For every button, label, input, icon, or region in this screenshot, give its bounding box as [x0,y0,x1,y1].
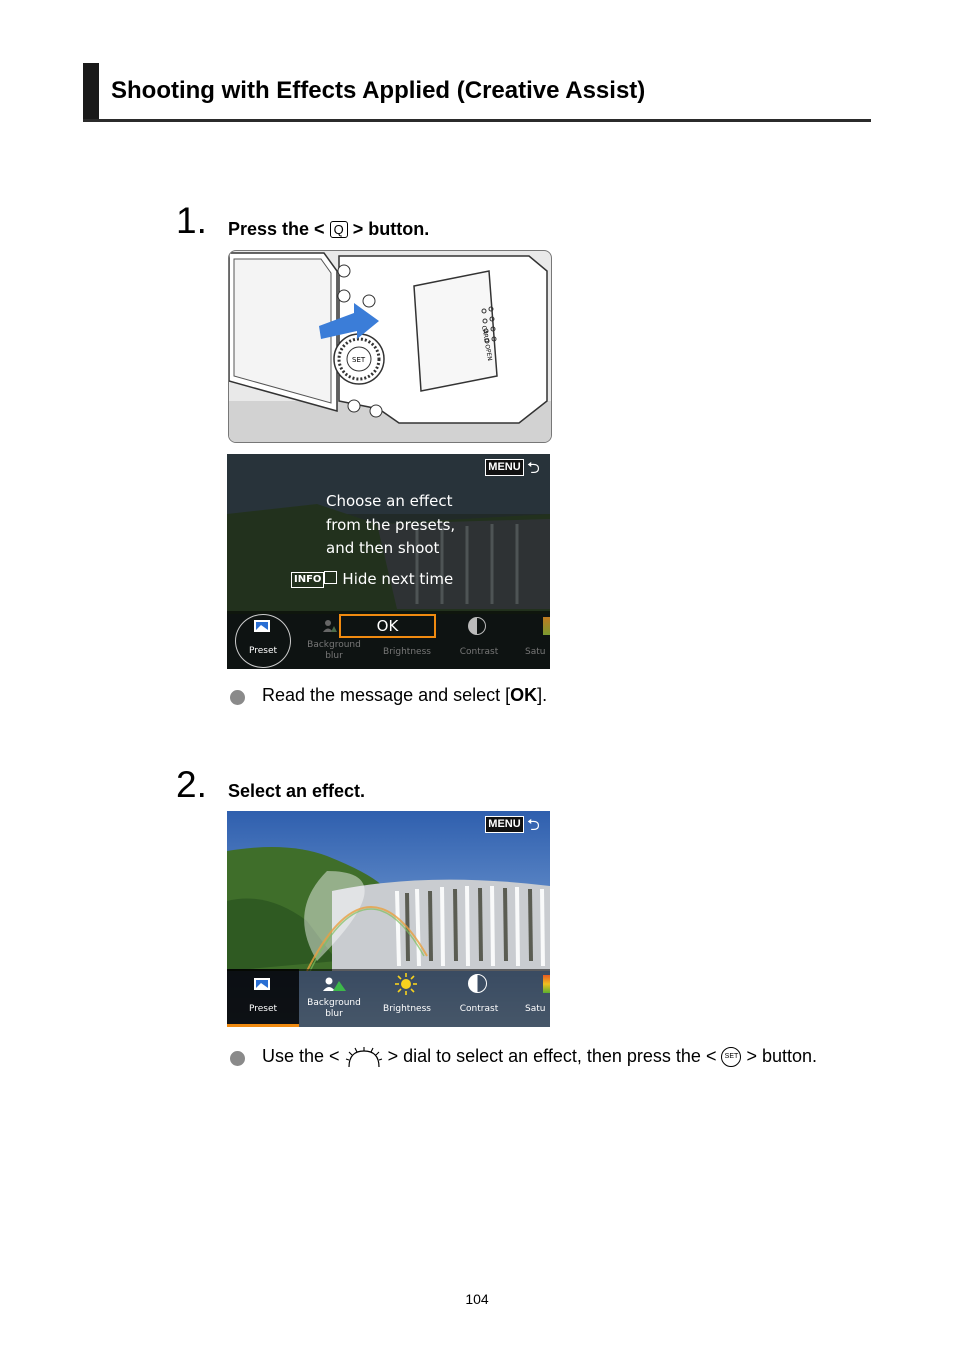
header-accent-bar [83,63,99,121]
step-1-number: 1. [176,200,207,241]
message-line-2: from the presets, [326,515,456,534]
set-button-label: SET [352,356,366,364]
step-1-title-pre: Press the < [228,219,325,239]
step-1-title-post: > button. [352,219,430,239]
header-underline [83,119,871,122]
card-open-label: CARD OPEN [480,325,494,362]
step-2-bullet-text [262,1046,817,1068]
page-number: 104 [465,1291,489,1307]
page-title: Shooting with Effects Applied (Creative Assist) [111,77,646,104]
tab-brightness[interactable]: Brightness [383,647,431,657]
bullet-text-post: ]. [537,685,548,705]
bullet-text-ok: OK [510,685,538,705]
step-1-title [228,219,429,240]
tab-preset-2[interactable]: Preset [248,1004,278,1014]
step-2-title: Select an effect. [228,781,366,801]
background-blur-icon-2 [323,976,347,992]
background-blur-icon [323,619,337,633]
section-header [83,63,871,121]
bullet2-text-mid: > dial to select an effect, then press the < [387,1046,717,1066]
tab-brightness-2[interactable]: Brightness [383,1004,431,1014]
tab-saturation[interactable]: Satu [525,647,546,657]
tab-contrast[interactable]: Contrast [459,647,499,657]
preset-icon [253,617,273,634]
contrast-icon [468,617,486,635]
saturation-icon-2 [543,975,550,993]
camera-drawing [229,251,551,442]
tab-background-blur-2[interactable]: Background blur [307,998,361,1019]
ok-button[interactable]: OK [339,614,436,638]
step-1-bullet-text [262,685,547,706]
return-arrow-icon-2: ⮌ [527,817,540,834]
tab-contrast-2[interactable]: Contrast [459,1004,499,1014]
saturation-icon [543,617,550,635]
main-dial-icon [345,1046,383,1068]
bullet-dot [230,690,245,705]
menu-back-button-2[interactable] [485,816,545,833]
tab-saturation-2[interactable]: Satu [525,1004,546,1014]
q-button-icon: Q [330,221,348,238]
menu-label-2: MENU [485,816,524,833]
tab-background-blur[interactable]: Background blur [307,640,361,661]
bullet2-text-pre: Use the < [262,1046,340,1066]
preset-icon-2 [253,975,273,992]
menu-back-button[interactable] [485,459,545,476]
menu-label: MENU [485,459,524,476]
message-line-3: and then shoot [326,539,440,557]
tab-preset[interactable]: Preset [248,646,278,656]
bullet-dot-2 [230,1051,245,1066]
info-button-icon: INFO [291,572,324,588]
hide-next-time-option[interactable] [291,570,453,589]
brightness-icon [395,973,417,995]
screen-1-message-text [326,490,455,561]
bullet2-text-post: > button. [746,1046,818,1066]
screen-1-message [227,454,550,669]
step-2-number: 2. [176,764,207,805]
contrast-icon-2 [468,974,487,993]
bullet-text-pre: Read the message and select [ [262,685,511,705]
screen-2-effects [227,811,550,1027]
hide-checkbox[interactable] [324,571,337,584]
set-button-icon: SET [721,1047,741,1067]
return-arrow-icon: ⮌ [527,460,540,477]
waterfall-photo [227,811,550,1027]
hide-next-time-label: Hide next time [342,570,454,588]
selected-tab-indicator [227,1024,299,1027]
message-line-1: Choose an effect [326,492,453,510]
camera-back-illustration [228,250,552,443]
